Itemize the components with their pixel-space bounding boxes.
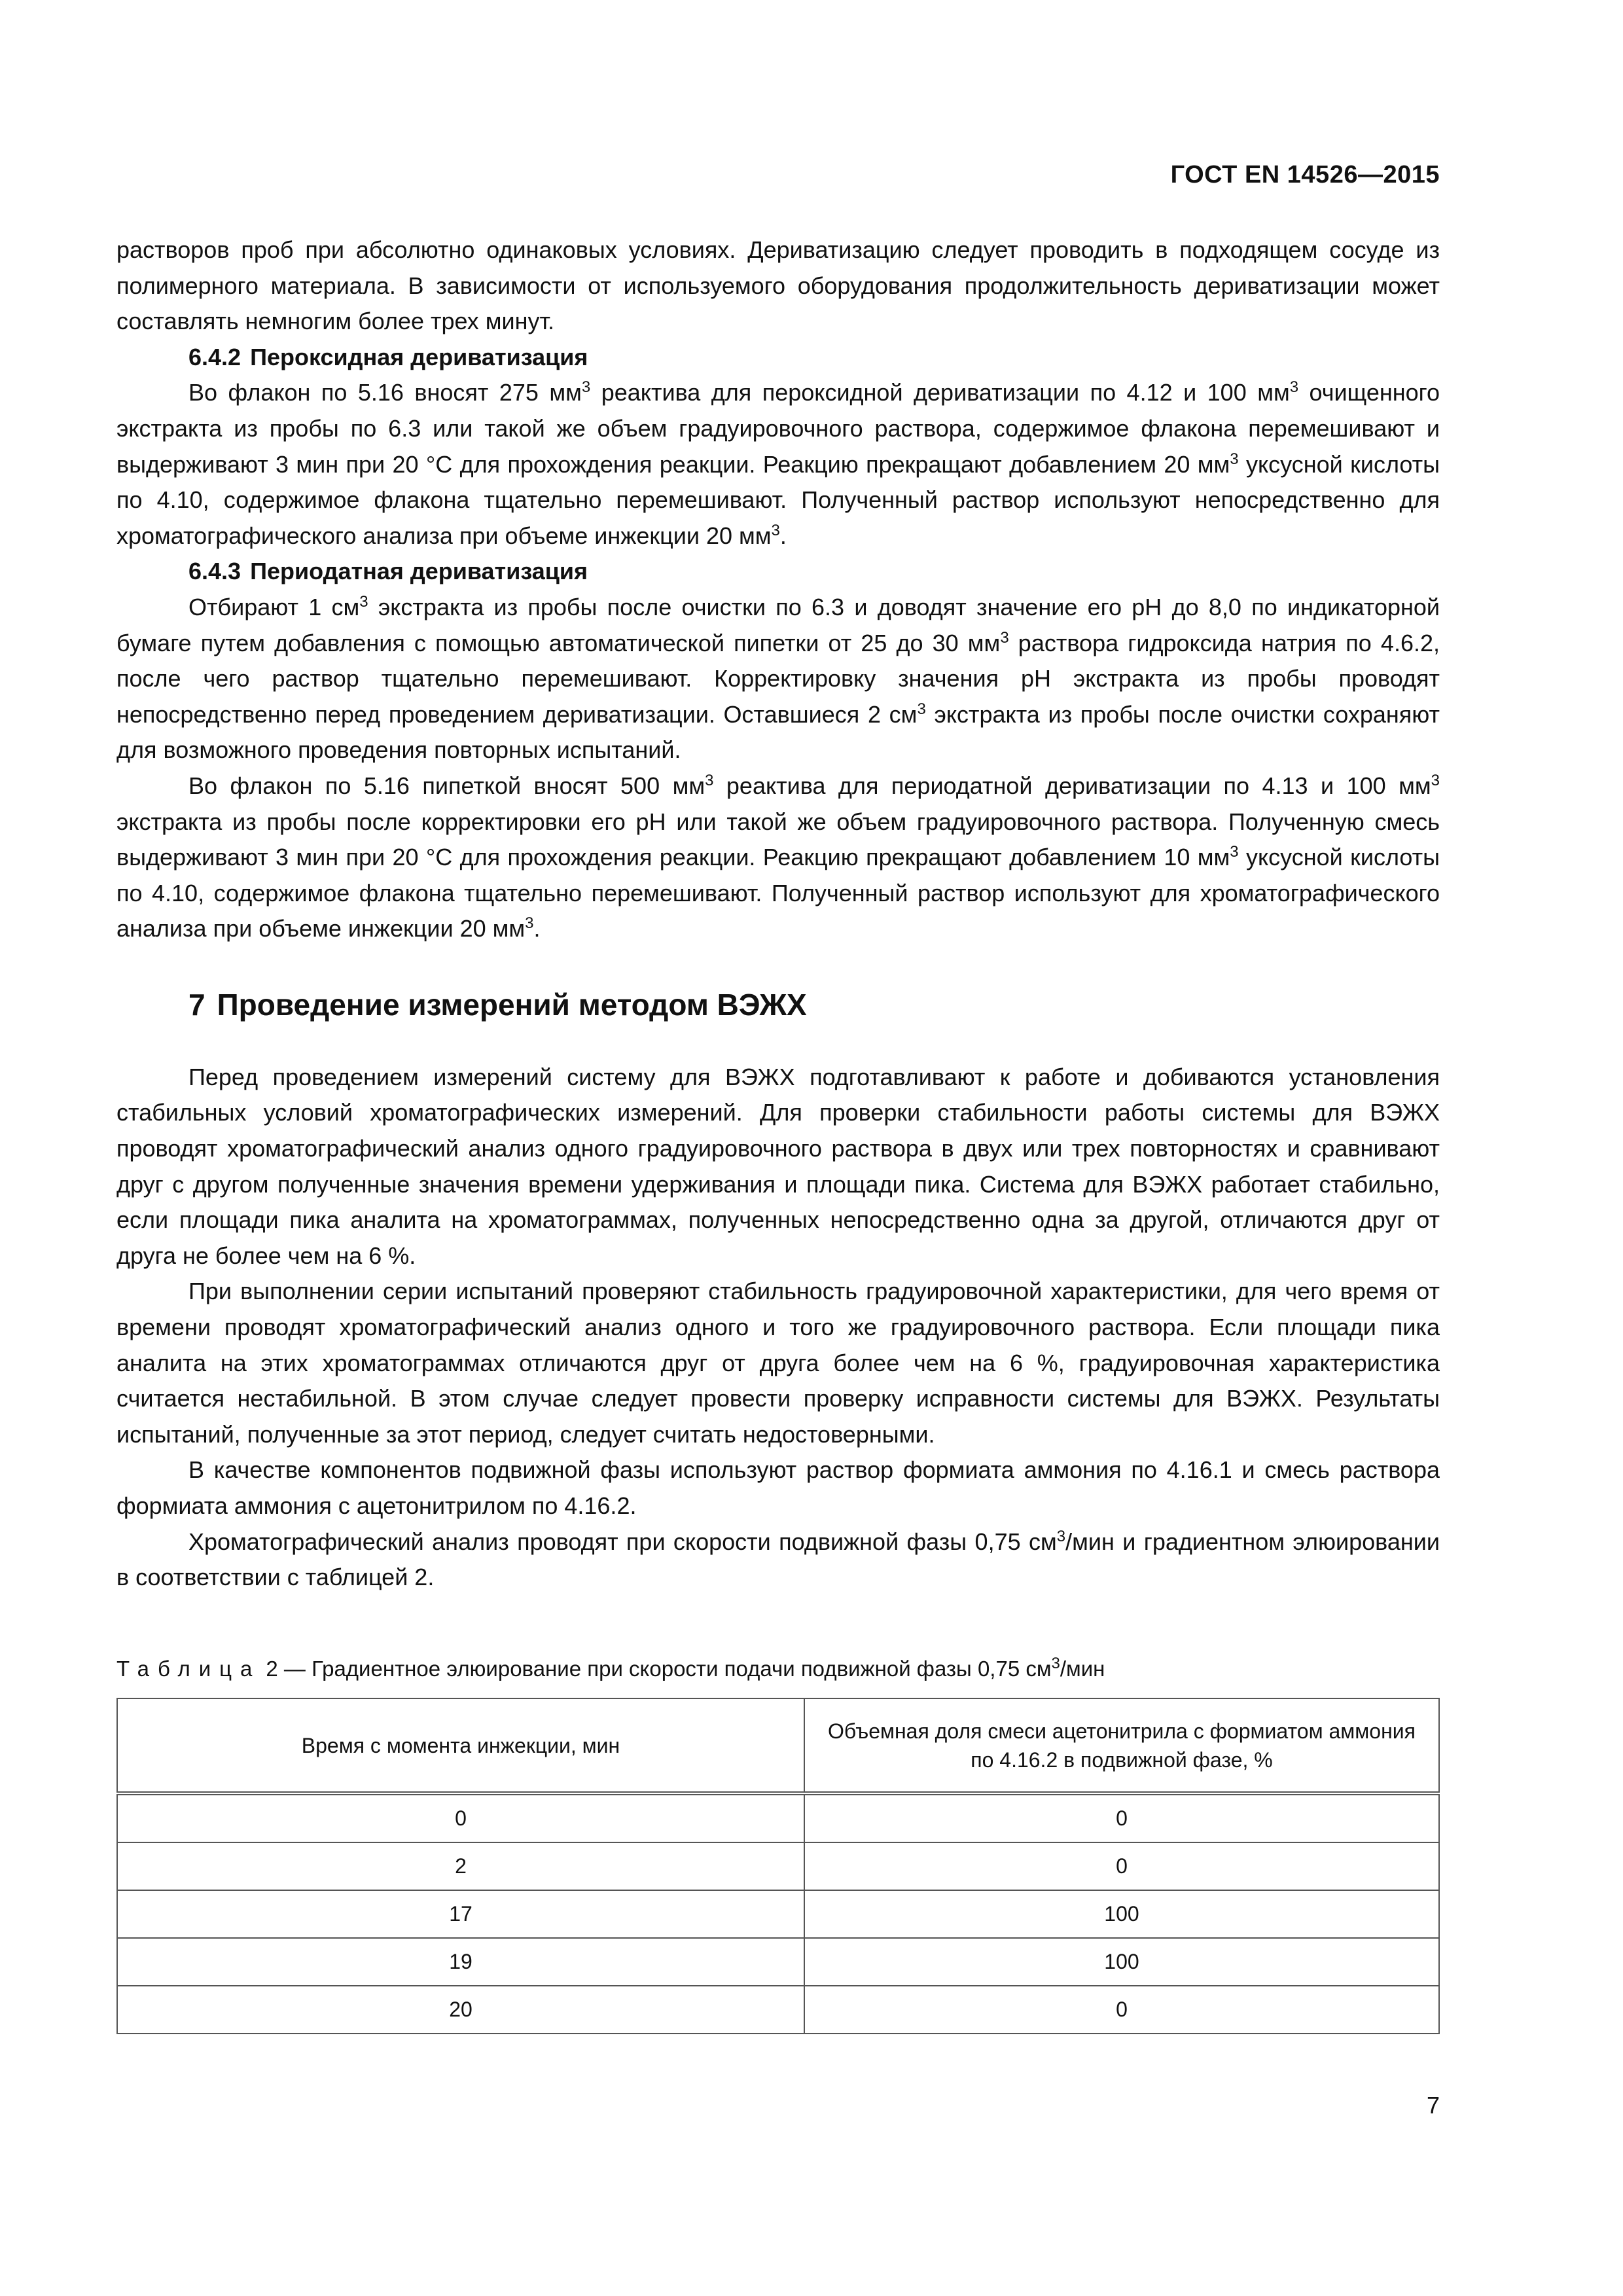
paragraph-peroxide: Во флакон по 5.16 вносят 275 $мм^3$ реактива для пероксидной дериватизации по 4.12 и 100 $мм^3$ очищенного экстракта из пробы по 6.3 или такой же объем градуировочного раствора, содержимое флакона перемешивают и выдерживают 3 мин при 20 °С для прохождения реакции. Реакцию прекращают добавлением 20 $мм^3$ уксусной кислоты по 4.10, содержимое флакона тщательно перемешивают. Полученный раствор используют непосредственно для хроматографического анализа при объеме инжекции 20 $мм^3$.: [116, 378, 1440, 549]
paragraph-calibration-check: При выполнении серии испытаний проверяют стабильность градуировочной характеристики, для чего время от времени проводят хроматографический анализ одного и того же градуировочного раствора. Если площади пика аналита на этих хроматограммах отличаются друг от друга более чем на 6 %, градуировочная характеристика считается нестабильной. В этом случае следует провести проверку исправности системы для ВЭЖХ. Результаты испытаний, полученные за этот период, следует считать недостоверными.: [116, 1278, 1440, 1448]
table-cell-fraction: 0: [804, 1793, 1439, 1842]
table-row: [117, 1890, 1439, 1938]
table-caption-text: 2 — Градиентное элюирование при скорости подачи подвижной фазы 0,75 см: [266, 1657, 1052, 1681]
page-number: 7: [1426, 2092, 1440, 2119]
table-cell-time: 17: [117, 1890, 804, 1938]
table-row: [117, 1842, 1439, 1890]
table-row: [117, 1986, 1439, 2034]
table-caption: Таблица 2 — Градиентное элюирование при скорости подачи подвижной фазы 0,75 $см^3$/мин: [116, 1655, 1105, 1681]
table-cell-time: 0: [117, 1793, 804, 1842]
subsection-title: Периодатная дериватизация: [250, 558, 588, 585]
section-title: Проведение измерений методом ВЭЖХ: [217, 987, 807, 1022]
subsection-number: 6.4.2: [188, 343, 241, 370]
table-cell-fraction: 100: [804, 1938, 1439, 1986]
document-body: [116, 232, 1440, 1596]
paragraph-periodate-1: Отбирают 1 $см^3$ экстракта из пробы после очистки по 6.3 и доводят значение его рН до 8,0 по индикаторной бумаге путем добавления с помощью автоматической пипетки от 25 до 30 $мм^3$ раствора гидроксида натрия по 4.6.2, после чего раствор тщательно перемешивают. Корректировку значения рН экстракта из пробы проводят непосредственно перед проведением дериватизации. Оставшиеся 2 $см^3$ экстракта из пробы после очистки сохраняют для возможного проведения повторных испытаний.: [116, 592, 1440, 764]
table-cell-time: 2: [117, 1842, 804, 1890]
table-row: [117, 1938, 1439, 1986]
paragraph-mobile-phase: В качестве компонентов подвижной фазы используют раствор формиата аммония по 4.16.1 и смесь раствора формиата аммония с ацетонитрилом по 4.16.2.: [116, 1456, 1440, 1519]
paragraph-system-prep: Перед проведением измерений систему для ВЭЖХ подготавливают к работе и добиваются установления стабильных условий хроматографических измерений. Для проверки стабильности работы системы для ВЭЖХ проводят хроматографический анализ одного градуировочного раствора в двух или трех повторностях и сравнивают друг с другом полученные значения времени удерживания и площади пика. Система для ВЭЖХ работает стабильно, если площади пика аналита на хроматограммах, полученных непосредственно одна за другой, отличаются друг от друга не более чем на 6 %.: [116, 1063, 1440, 1269]
paragraph-continuation: растворов проб при абсолютно одинаковых условиях. Дериватизацию следует проводить в подходящем сосуде из полимерного материала. В зависимости от используемого оборудования продолжительность дериватизации может составлять немногим более трех минут.: [116, 236, 1440, 335]
table-header-time: Время с момента инжекции, мин: [117, 1698, 804, 1793]
table-cell-fraction: 0: [804, 1842, 1439, 1890]
subsection-number: 6.4.3: [188, 558, 241, 585]
table-header-fraction: Объемная доля смеси ацетонитрила с формиатом аммония по 4.16.2 в подвижной фазе, %: [804, 1698, 1439, 1793]
gradient-table: [116, 1698, 1440, 2034]
paragraph-flow-rate: Хроматографический анализ проводят при скорости подвижной фазы 0,75 $см^3$/мин и градиентном элюировании в соответствии с таблицей 2.: [116, 1527, 1440, 1591]
standard-designation: ГОСТ EN 14526—2015: [1170, 161, 1440, 188]
subsection-heading-6-4-3: [116, 554, 1440, 590]
paragraph-periodate-2: Во флакон по 5.16 пипеткой вносят 500 $мм^3$ реактива для периодатной дериватизации по 4.13 и 100 $мм^3$ экстракта из пробы после корректировки его рН или такой же объем градуировочного раствора. Полученную смесь выдерживают 3 мин при 20 °С для прохождения реакции. Реакцию прекращают добавлением 10 $мм^3$ уксусной кислоты по 4.10, содержимое флакона тщательно перемешивают. Полученный раствор используют для хроматографического анализа при объеме инжекции 20 $мм^3$.: [116, 771, 1440, 942]
table-cell-time: 20: [117, 1986, 804, 2034]
section-heading-7: [116, 986, 1440, 1023]
table-row: [117, 1793, 1439, 1842]
subsection-heading-6-4-2: [116, 340, 1440, 376]
table-cell-fraction: 0: [804, 1986, 1439, 2034]
table-cell-time: 19: [117, 1938, 804, 1986]
table-cell-fraction: 100: [804, 1890, 1439, 1938]
section-number: 7: [188, 987, 205, 1022]
table-caption-label: Таблица: [116, 1657, 261, 1681]
subsection-title: Пероксидная дериватизация: [250, 343, 588, 370]
